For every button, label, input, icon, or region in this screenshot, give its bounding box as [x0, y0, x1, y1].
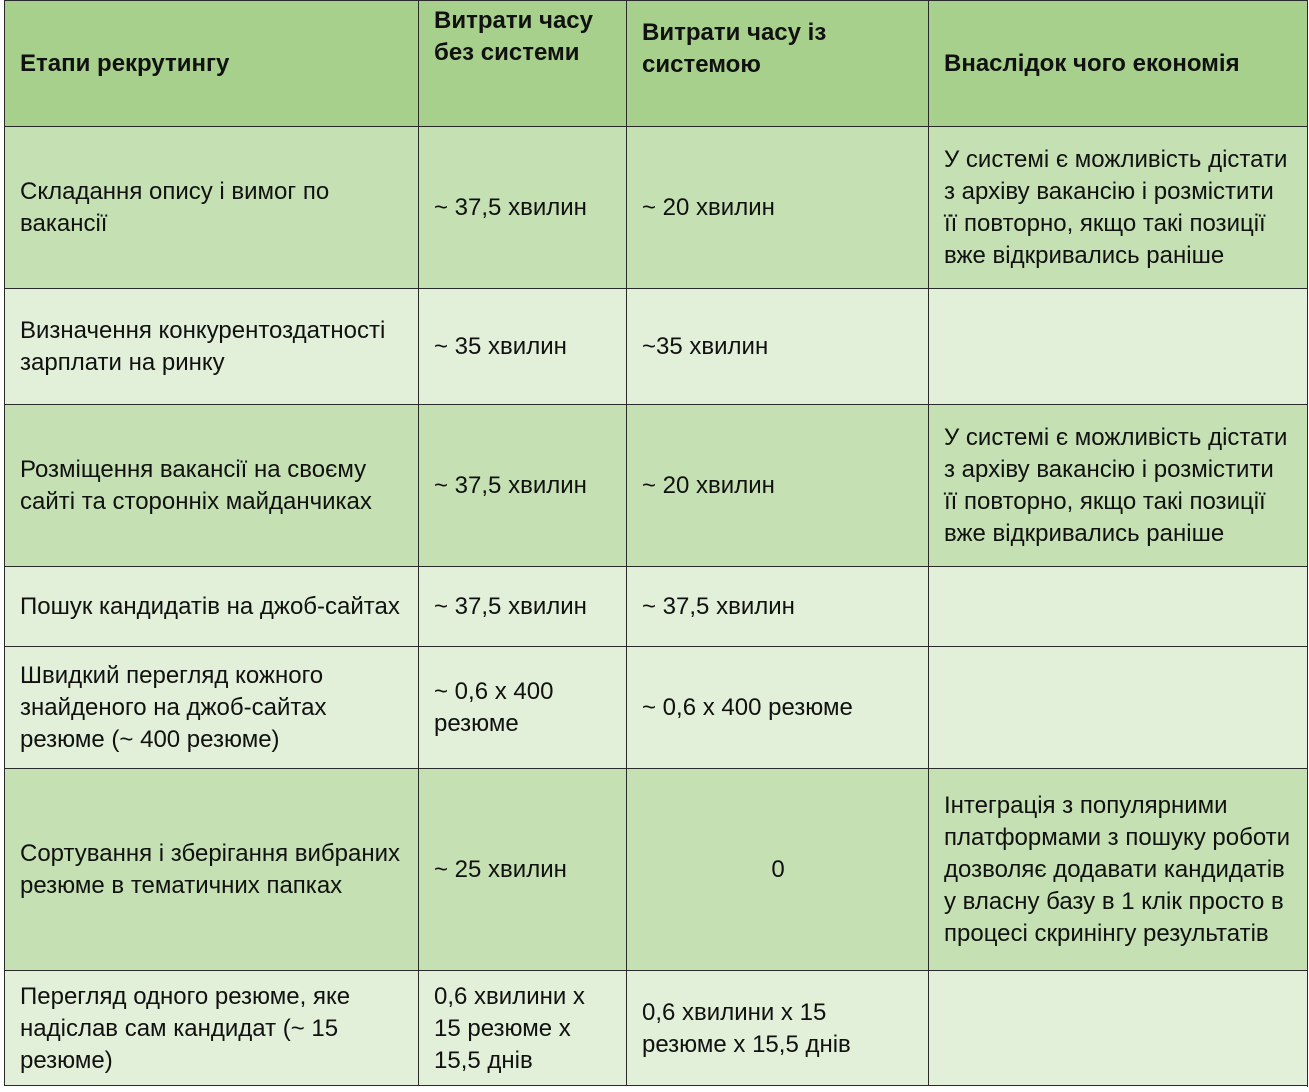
recruiting-time-table	[4, 0, 1308, 1087]
header-row	[5, 1, 1308, 127]
without-system-cell: ~ 35 хвилин	[419, 289, 627, 405]
with-system-cell: ~ 20 хвилин	[627, 405, 929, 567]
reason-cell	[929, 971, 1308, 1087]
without-system-cell: ~ 37,5 хвилин	[419, 405, 627, 567]
reason-cell: У системі є можливість дістати з архіву вакансію і розмістити її повторно, якщо такі позиції вже відкривались раніше	[929, 127, 1308, 289]
without-system-cell: ~ 25 хвилин	[419, 769, 627, 971]
reason-cell: Інтеграція з популярними платформами з пошуку роботи дозволяє додавати кандидатів у власну базу в 1 клік просто в процесі скринінгу результатів	[929, 769, 1308, 971]
header-without-system: Витрати часу без системи	[419, 1, 627, 127]
stage-cell: Швидкий перегляд кожного знайденого на джоб-сайтах резюме (~ 400 резюме)	[5, 647, 419, 769]
table-row	[5, 289, 1308, 405]
stage-cell: Складання опису і вимог по вакансії	[5, 127, 419, 289]
stage-cell: Визначення конкурентоздатності зарплати на ринку	[5, 289, 419, 405]
header-stage: Етапи рекрутингу	[5, 1, 419, 127]
reason-cell	[929, 567, 1308, 647]
stage-cell: Розміщення вакансії на своєму сайті та сторонніх майданчиках	[5, 405, 419, 567]
with-system-cell: 0	[627, 769, 929, 971]
with-system-cell: 0,6 хвилини х 15 резюме х 15,5 днів	[627, 971, 929, 1087]
without-system-cell: ~ 37,5 хвилин	[419, 567, 627, 647]
with-system-cell: ~ 20 хвилин	[627, 127, 929, 289]
table-row	[5, 647, 1308, 769]
reason-cell: У системі є можливість дістати з архіву вакансію і розмістити її повторно, якщо такі позиції вже відкривались раніше	[929, 405, 1308, 567]
with-system-cell: ~ 0,6 х 400 резюме	[627, 647, 929, 769]
reason-cell	[929, 647, 1308, 769]
without-system-cell: 0,6 хвилини х 15 резюме х 15,5 днів	[419, 971, 627, 1087]
with-system-cell: ~35 хвилин	[627, 289, 929, 405]
table-row	[5, 405, 1308, 567]
header-with-system: Витрати часу із системою	[627, 1, 929, 127]
stage-cell: Перегляд одного резюме, яке надіслав сам кандидат (~ 15 резюме)	[5, 971, 419, 1087]
header-reason: Внаслідок чого економія	[929, 1, 1308, 127]
without-system-cell: ~ 0,6 х 400 резюме	[419, 647, 627, 769]
with-system-cell: ~ 37,5 хвилин	[627, 567, 929, 647]
without-system-cell: ~ 37,5 хвилин	[419, 127, 627, 289]
reason-cell	[929, 289, 1308, 405]
table-row	[5, 567, 1308, 647]
table-row	[5, 769, 1308, 971]
table-row	[5, 971, 1308, 1087]
table-row	[5, 127, 1308, 289]
stage-cell: Сортування і зберігання вибраних резюме в тематичних папках	[5, 769, 419, 971]
stage-cell: Пошук кандидатів на джоб-сайтах	[5, 567, 419, 647]
